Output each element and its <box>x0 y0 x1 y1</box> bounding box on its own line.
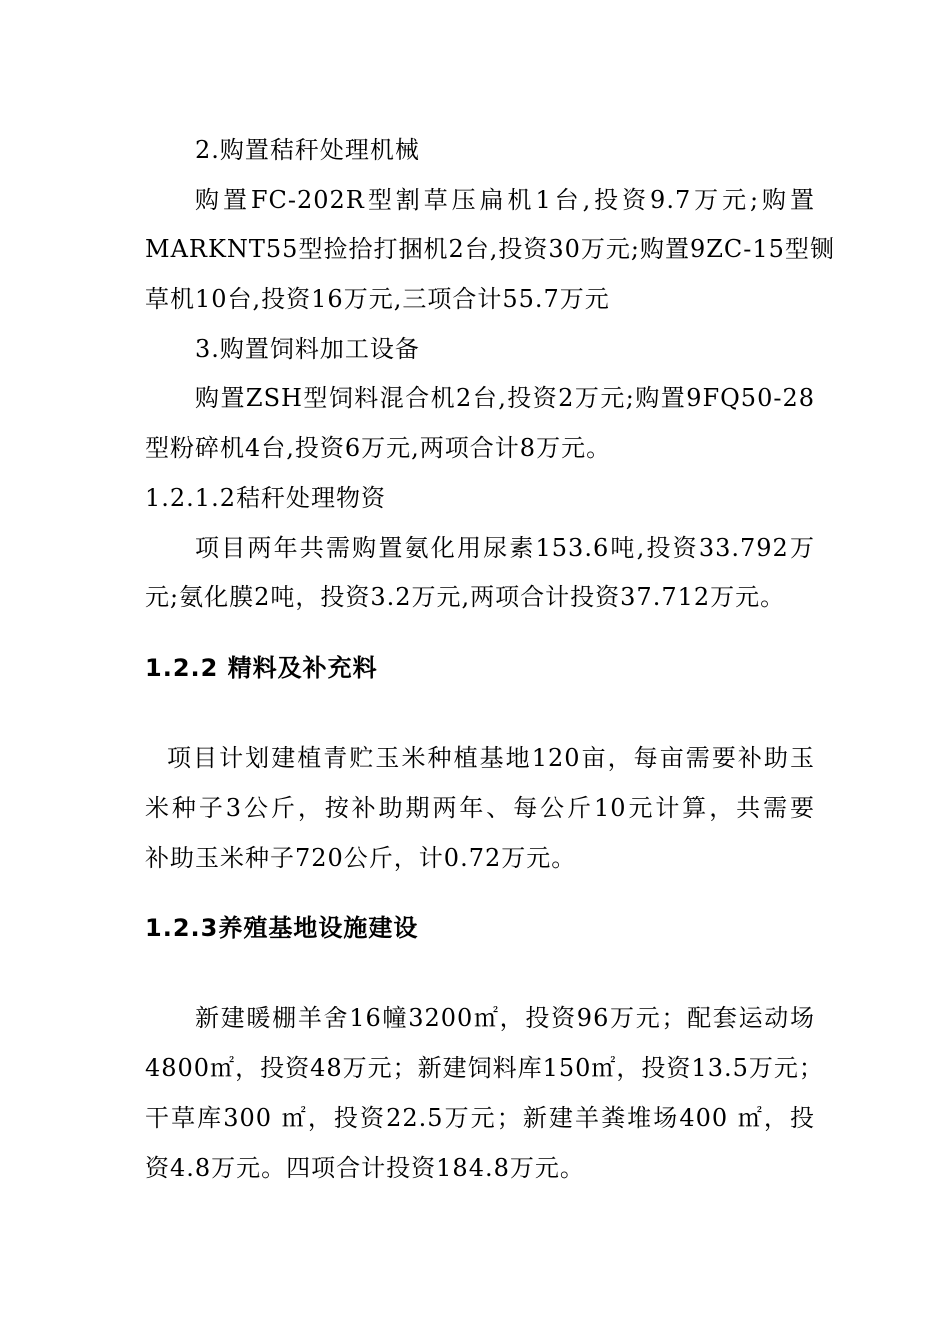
paragraph-line: 草机10台,投资16万元,三项合计55.7万元 <box>145 285 610 313</box>
paragraph-line: 元;氨化膜2吨，投资3.2万元,两项合计投资37.712万元。 <box>145 583 786 611</box>
subsection-heading: 1.2.1.2秸秆处理物资 <box>145 484 386 512</box>
paragraph-line: 新建暖棚羊舍16幢3200㎡，投资96万元；配套运动场 <box>195 1004 815 1032</box>
paragraph-line: 4800㎡，投资48万元；新建饲料库150㎡，投资13.5万元； <box>145 1054 824 1082</box>
paragraph-line: 补助玉米种子720公斤，计0.72万元。 <box>145 844 577 872</box>
list-item-heading: 2.购置秸秆处理机械 <box>195 136 420 164</box>
section-heading: 1.2.2 精料及补充料 <box>145 654 378 682</box>
paragraph-line: MARKNT55型捡拾打捆机2台,投资30万元;购置9ZC-15型铡 <box>145 235 835 263</box>
section-heading: 1.2.3养殖基地设施建设 <box>145 914 419 942</box>
paragraph-line: 米种子3公斤，按补助期两年、每公斤10元计算，共需要 <box>145 794 815 822</box>
list-item-heading: 3.购置饲料加工设备 <box>195 335 420 363</box>
paragraph-line: 项目计划建植青贮玉米种植基地120亩，每亩需要补助玉 <box>167 744 815 772</box>
paragraph-line: 购置ZSH型饲料混合机2台,投资2万元;购置9FQ50-28 <box>195 384 815 412</box>
paragraph-line: 干草库300 ㎡，投资22.5万元；新建羊粪堆场400 ㎡，投 <box>145 1104 815 1132</box>
paragraph-line: 项目两年共需购置氨化用尿素153.6吨,投资33.792万 <box>195 534 815 562</box>
paragraph-line: 购置FC-202R型割草压扁机1台,投资9.7万元;购置 <box>195 186 815 214</box>
paragraph-line: 资4.8万元。四项合计投资184.8万元。 <box>145 1154 585 1182</box>
paragraph-line: 型粉碎机4台,投资6万元,两项合计8万元。 <box>145 434 612 462</box>
